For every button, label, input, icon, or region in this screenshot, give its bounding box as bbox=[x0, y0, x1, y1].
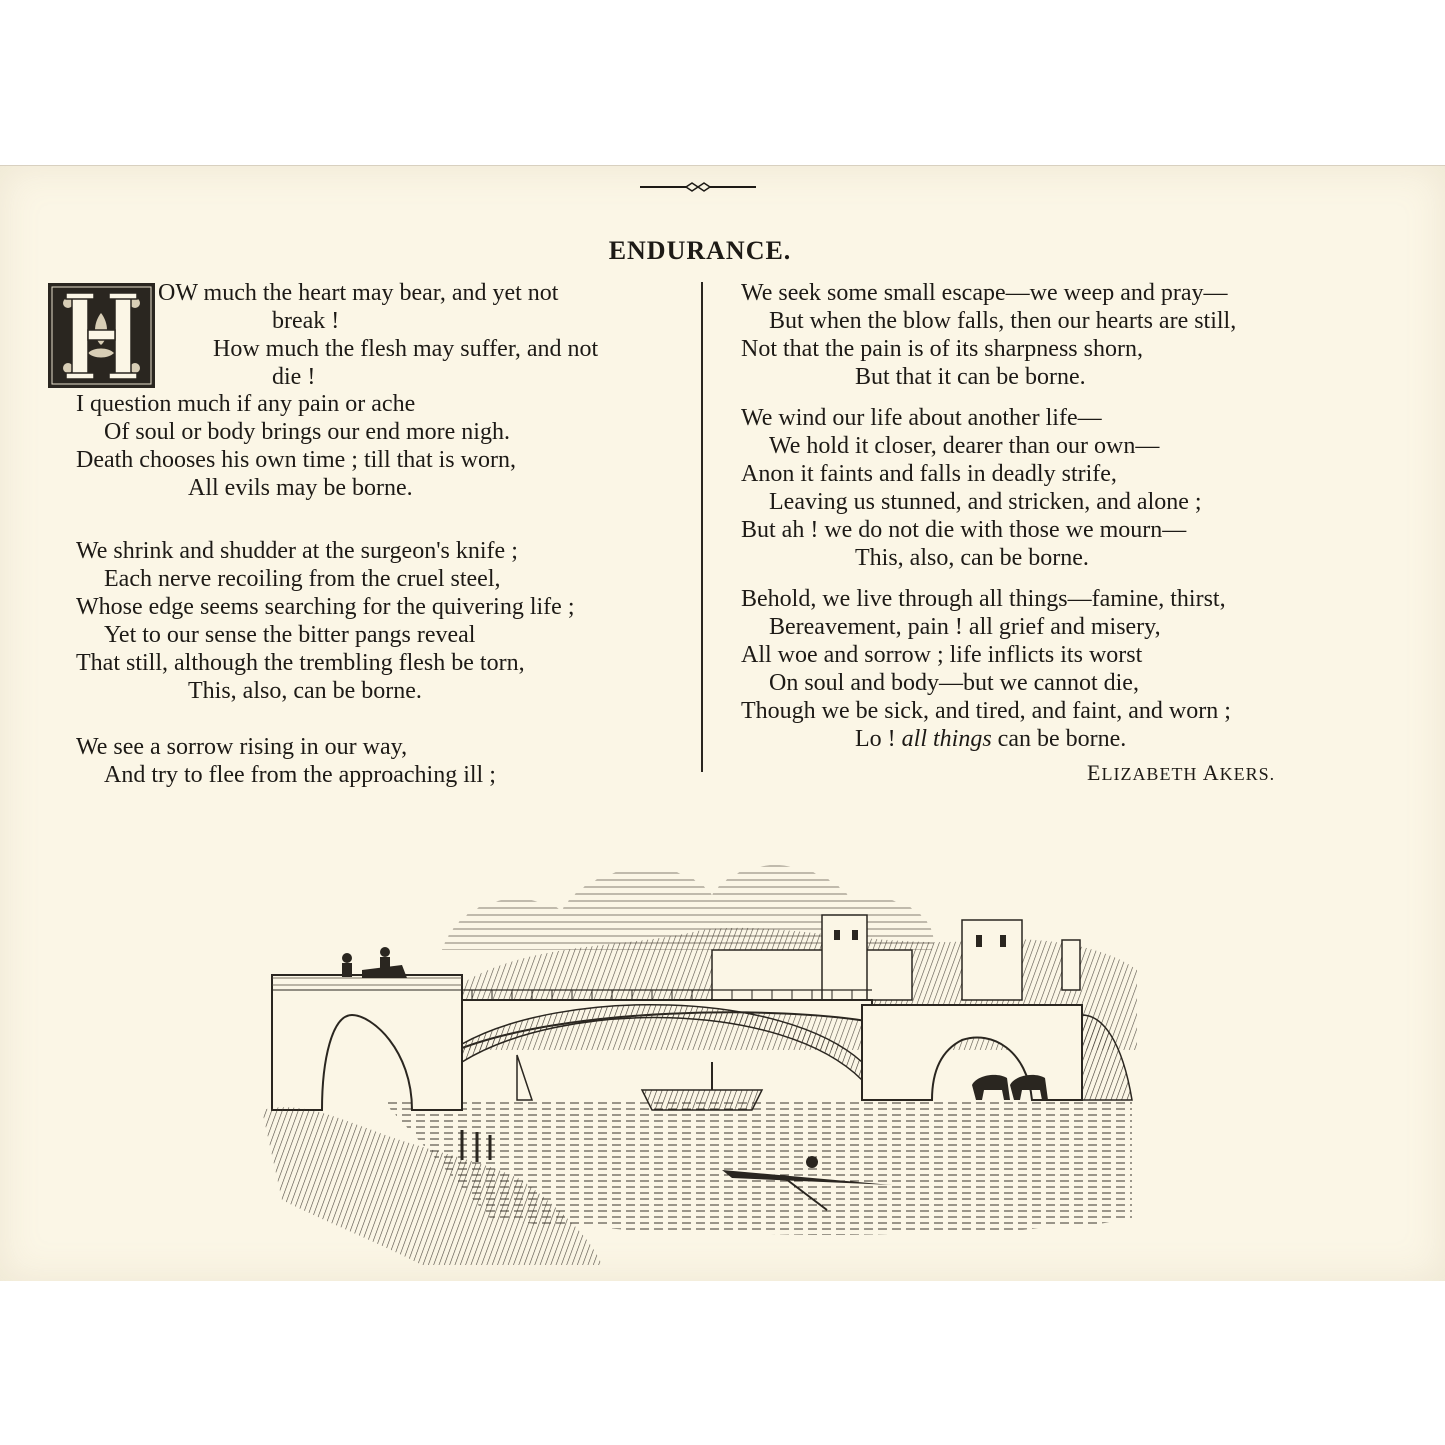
author-first-name: ELIZABETH bbox=[1087, 760, 1198, 785]
poem-line: We seek some small escape—we weep and pray— bbox=[741, 280, 1228, 306]
poem-line: Whose edge seems searching for the quivering life ; bbox=[76, 594, 575, 620]
poem-line: All woe and sorrow ; life inflicts its worst bbox=[741, 642, 1143, 668]
bridge-engraving bbox=[262, 800, 1142, 1270]
poem-line: Death chooses his own time ; till that is worn, bbox=[76, 447, 516, 473]
poem-line: Leaving us stunned, and stricken, and alone ; bbox=[769, 489, 1202, 515]
poem-line: Behold, we live through all things—famine, thirst, bbox=[741, 586, 1226, 612]
poem-line: How much the flesh may suffer, and not bbox=[213, 336, 599, 362]
poem-line: We hold it closer, dearer than our own— bbox=[769, 433, 1160, 459]
ornament-rule-icon bbox=[640, 180, 756, 194]
poem-line: Yet to our sense the bitter pangs reveal bbox=[104, 622, 476, 648]
poem-line: And try to flee from the approaching ill ; bbox=[104, 762, 496, 788]
poem-line: Of soul or body brings our end more nigh. bbox=[104, 419, 510, 445]
poem-line: But ah ! we do not die with those we mourn— bbox=[741, 517, 1187, 543]
poem-line: Each nerve recoiling from the cruel steel, bbox=[104, 566, 501, 592]
poem-line: We wind our life about another life— bbox=[741, 405, 1102, 431]
author-last-name: AKERS. bbox=[1202, 760, 1276, 785]
poem-line: Anon it faints and falls in deadly strife, bbox=[741, 461, 1117, 487]
last-line-prefix: Lo ! bbox=[855, 726, 902, 752]
poem-line: Not that the pain is of its sharpness shorn, bbox=[741, 336, 1143, 362]
poem-line: This, also, can be borne. bbox=[188, 678, 422, 704]
poem-line: break ! bbox=[272, 308, 340, 334]
poem-line: OW much the heart may bear, and yet not bbox=[158, 280, 559, 306]
poem-line: But when the blow falls, then our hearts are still, bbox=[769, 308, 1237, 334]
poem-title: ENDURANCE. bbox=[608, 236, 792, 265]
last-line-suffix: can be borne. bbox=[991, 726, 1127, 752]
poem-last-line bbox=[855, 725, 1126, 753]
poem-line: I question much if any pain or ache bbox=[76, 391, 416, 417]
poem-line: die ! bbox=[272, 364, 316, 390]
poem-line: That still, although the trembling flesh be torn, bbox=[76, 650, 525, 676]
poem-line: But that it can be borne. bbox=[855, 364, 1086, 390]
poem-line: We shrink and shudder at the surgeon's knife ; bbox=[76, 538, 518, 564]
poem-line: This, also, can be borne. bbox=[855, 545, 1089, 571]
poem-line: Though we be sick, and tired, and faint, and worn ; bbox=[741, 698, 1231, 724]
poem-line: On soul and body—but we cannot die, bbox=[769, 670, 1139, 696]
last-line-italic: all things bbox=[901, 726, 992, 752]
poem-line: All evils may be borne. bbox=[188, 475, 413, 501]
column-divider bbox=[701, 282, 703, 772]
drop-cap-h-icon bbox=[48, 283, 155, 388]
poem-line: Bereavement, pain ! all grief and misery, bbox=[769, 614, 1161, 640]
author-signature bbox=[1087, 760, 1275, 786]
poem-line: We see a sorrow rising in our way, bbox=[76, 734, 408, 760]
